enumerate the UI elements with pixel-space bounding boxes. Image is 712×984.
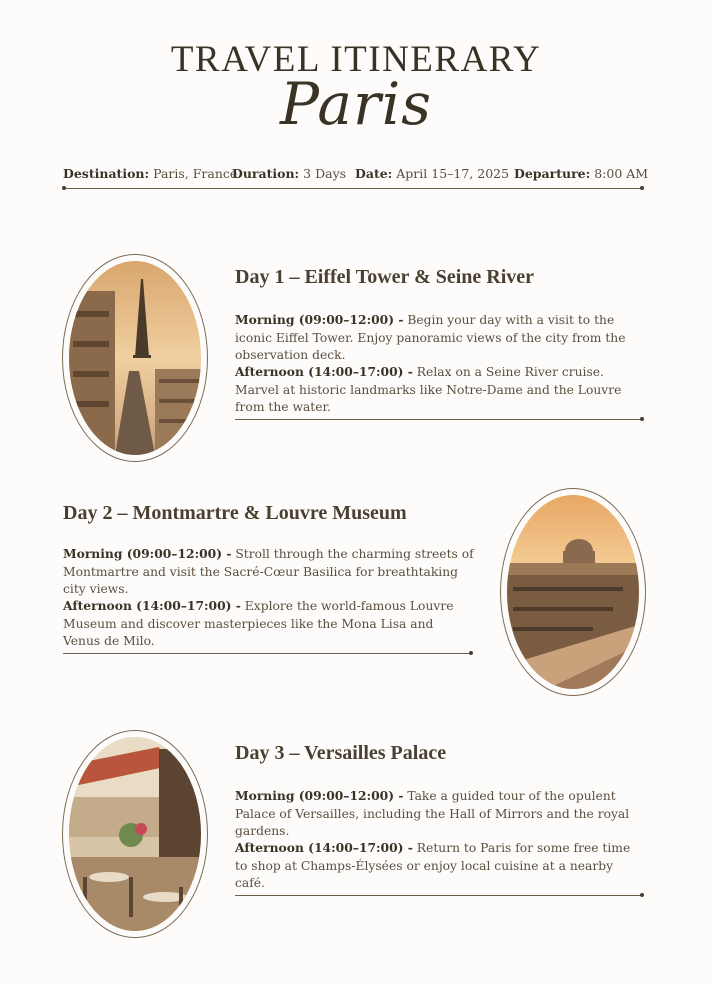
day-3-afternoon [235,839,640,893]
day-2-morning-text: Stroll through the charming streets of Montmartre and visit the Sacré-Cœur Basilica for breathtaking city views. [63,547,474,596]
divider-dot [640,893,644,897]
destination-info [63,166,237,181]
divider-dot [62,186,66,190]
day-3-morning-text: Take a guided tour of the opulent Palace of Versailles, including the Hall of Mirrors and the royal gardens. [235,789,630,838]
day-2-morning-label: Morning (09:00–12:00) - [63,546,232,561]
departure-label: Departure: [514,166,591,181]
montmartre-photo [500,488,646,696]
day-3-afternoon-label: Afternoon (14:00–17:00) - [235,840,413,855]
duration-value: 3 Days [303,166,347,181]
trip-info-bar [63,166,649,182]
day-1-afternoon [235,363,635,417]
day-2-title: Day 2 – Montmartre & Louvre Museum [63,502,407,524]
divider-dot [640,186,644,190]
date-value: April 15–17, 2025 [396,166,510,181]
day-2-afternoon-text: Explore the world-famous Louvre Museum and discover masterpieces like the Mona Lisa and Venus de Milo. [63,599,454,648]
departure-info [514,166,648,181]
day-2-morning [63,545,483,599]
day-1-title: Day 1 – Eiffel Tower & Seine River [235,266,535,288]
destination-value: Paris, France [153,166,238,181]
cafe-photo [62,730,208,938]
day-3-morning-label: Morning (09:00–12:00) - [235,788,404,803]
day-1-afternoon-text: Relax on a Seine River cruise. Marvel at historic landmarks like Notre-Dame and the Louvre from the water. [235,365,622,414]
day-3-afternoon-text: Return to Paris for some free time to shop at Champs-Élysées or enjoy local cuisine at a nearby café. [235,841,631,890]
day-2-divider [63,653,471,654]
day-1-afternoon-label: Afternoon (14:00–17:00) - [235,364,413,379]
duration-label: Duration: [232,166,300,181]
page-title: TRAVEL ITINERARY [170,39,542,80]
day-2-afternoon [63,597,463,651]
divider-dot [469,651,473,655]
day-1-morning [235,311,635,365]
destination-label: Destination: [63,166,150,181]
departure-value: 8:00 AM [594,166,649,181]
duration-info [232,166,346,181]
header-divider [64,188,642,189]
divider-dot [640,417,644,421]
day-3-divider [235,895,642,896]
day-1-morning-label: Morning (09:00–12:00) - [235,312,404,327]
day-1-morning-text: Begin your day with a visit to the iconic Eiffel Tower. Enjoy panoramic views of the city from the observation deck. [235,313,626,362]
day-2-afternoon-label: Afternoon (14:00–17:00) - [63,598,241,613]
date-info [355,166,509,181]
eiffel-tower-photo [62,254,208,462]
day-1-divider [235,419,642,420]
date-label: Date: [355,166,393,181]
day-3-title: Day 3 – Versailles Palace [235,742,447,764]
city-script-title: Paris [279,70,433,138]
day-3-morning [235,787,635,841]
